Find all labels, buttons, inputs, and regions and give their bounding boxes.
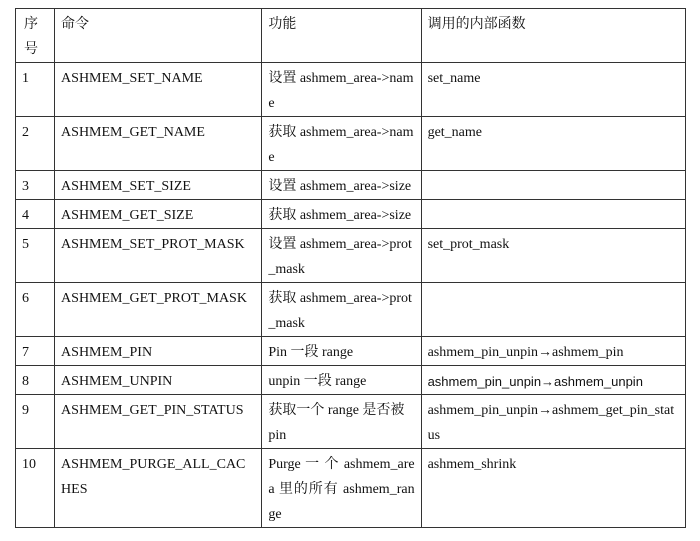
row-command: ASHMEM_GET_PIN_STATUS [55, 395, 262, 449]
row-command: ASHMEM_SET_SIZE [55, 171, 262, 200]
row-function: 获取 ashmem_area->prot_mask [262, 283, 421, 337]
row-function: 设置 ashmem_area->name [262, 63, 421, 117]
row-function: 获取 ashmem_area->name [262, 117, 421, 171]
row-index: 6 [16, 283, 55, 337]
row-internal-function [421, 283, 685, 337]
header-command: 命令 [55, 9, 262, 63]
table-row [16, 117, 686, 171]
header-function: 功能 [262, 9, 421, 63]
row-index: 3 [16, 171, 55, 200]
ashmem-command-table [15, 8, 686, 528]
row-index: 7 [16, 337, 55, 366]
table-row [16, 449, 686, 528]
row-function: unpin 一段 range [262, 366, 421, 395]
row-command: ASHMEM_PIN [55, 337, 262, 366]
row-command: ASHMEM_GET_SIZE [55, 200, 262, 229]
row-internal-function: set_prot_mask [421, 229, 685, 283]
row-index: 1 [16, 63, 55, 117]
table-row [16, 171, 686, 200]
row-index: 4 [16, 200, 55, 229]
row-function: 设置 ashmem_area->size [262, 171, 421, 200]
table-row [16, 63, 686, 117]
row-internal-function: ashmem_shrink [421, 449, 685, 528]
row-command: ASHMEM_SET_PROT_MASK [55, 229, 262, 283]
row-internal-function [421, 200, 685, 229]
table-row [16, 337, 686, 366]
row-command: ASHMEM_PURGE_ALL_CACHES [55, 449, 262, 528]
table-row [16, 283, 686, 337]
row-command: ASHMEM_GET_NAME [55, 117, 262, 171]
row-command: ASHMEM_UNPIN [55, 366, 262, 395]
row-internal-function: ashmem_pin_unpin→ashmem_unpin [421, 366, 685, 395]
row-index: 2 [16, 117, 55, 171]
table-row [16, 395, 686, 449]
row-command: ASHMEM_SET_NAME [55, 63, 262, 117]
row-internal-function: ashmem_pin_unpin→ashmem_pin [421, 337, 685, 366]
table-row [16, 200, 686, 229]
row-internal-function [421, 171, 685, 200]
row-internal-function: get_name [421, 117, 685, 171]
row-index: 10 [16, 449, 55, 528]
row-index: 5 [16, 229, 55, 283]
row-index: 8 [16, 366, 55, 395]
table-row [16, 229, 686, 283]
row-internal-function: ashmem_pin_unpin→ashmem_get_pin_status [421, 395, 685, 449]
table-header-row [16, 9, 686, 63]
row-function: 设置 ashmem_area->prot_mask [262, 229, 421, 283]
row-function: 获取 ashmem_area->size [262, 200, 421, 229]
row-index: 9 [16, 395, 55, 449]
row-function: Purge 一 个 ashmem_area 里的所有 ashmem_range [262, 449, 421, 528]
header-internal-function: 调用的内部函数 [421, 9, 685, 63]
row-command: ASHMEM_GET_PROT_MASK [55, 283, 262, 337]
row-function: Pin 一段 range [262, 337, 421, 366]
row-internal-function: set_name [421, 63, 685, 117]
table-row [16, 366, 686, 395]
header-index: 序号 [16, 9, 55, 63]
row-function: 获取一个 range 是否被 pin [262, 395, 421, 449]
